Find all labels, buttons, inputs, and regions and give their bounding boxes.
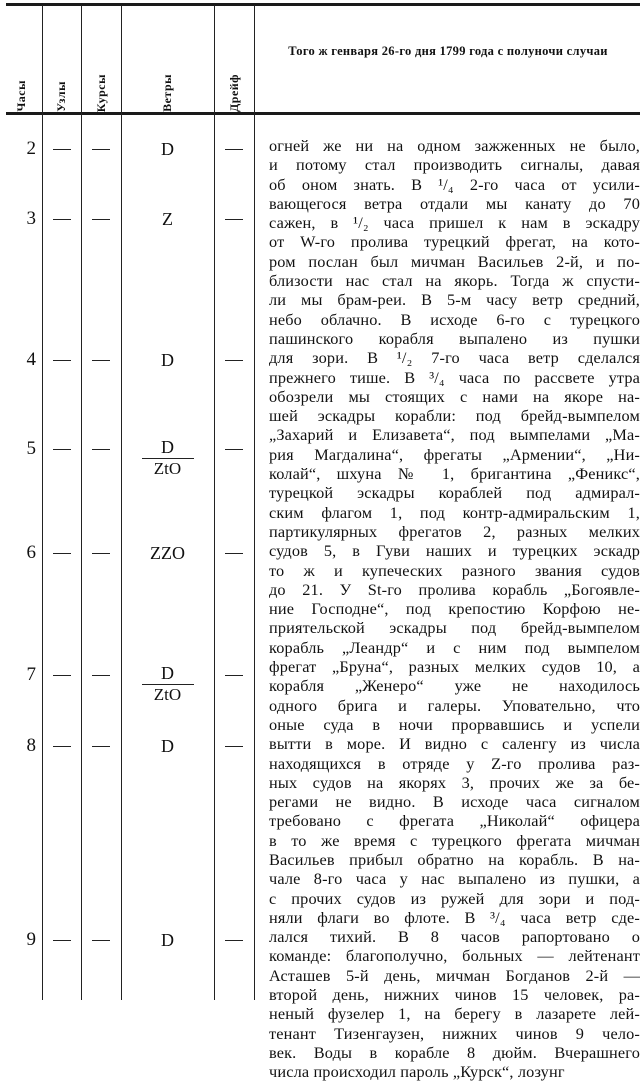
header-drift (214, 6, 254, 112)
narrative-line: ским флагом 1, под контр-адмиральским 1, (269, 502, 640, 522)
course-dash (92, 746, 110, 747)
header-knots (42, 6, 81, 112)
narrative-line: одного брига и галеры. Уповательно, что (269, 695, 640, 715)
knots-dash (53, 449, 71, 450)
narrative-line: неный фузелер 1, на берегу в лазарете лей- (269, 1004, 640, 1024)
table-row (0, 662, 254, 704)
narrative-line: близости нас стал на якорь. Тогда ж спусти- (269, 271, 640, 291)
narrative-line: регами не видно. В исходе часа сигналом (269, 792, 640, 812)
narrative-line: партикулярных фрегатов 2, разных мелких (269, 521, 640, 541)
narrative-line: „Захарий и Елизавета“, под вымпелами „Ма- (269, 425, 640, 445)
narrative-line: ние Господне“, под крепостию Корфою не- (269, 599, 640, 619)
narrative-line: рия Магдалина“, фрегаты „Армении“, „Ни- (269, 444, 640, 464)
hour-cell: 6 (26, 542, 36, 563)
course-dash (92, 149, 110, 150)
header-courses (81, 6, 121, 112)
hour-cell: 8 (26, 735, 36, 756)
knots-dash (53, 553, 71, 554)
hour-cell: 2 (26, 138, 36, 159)
narrative-line: фрегат „Бруна“, разных мелких судов 10, а (269, 657, 640, 677)
header-knots-label: Узлы (54, 81, 68, 112)
header-hours-label: Часы (13, 80, 28, 112)
wind-cell: D (161, 736, 174, 756)
narrative-line: для зори. В ¹/₂ 7-го часа ветр сделался (269, 348, 640, 368)
knots-dash (53, 746, 71, 747)
narrative-line: небо облачно. В исходе 6-го с турецкого (269, 309, 640, 329)
knots-dash (53, 675, 71, 676)
narrative-line: корабль „Леандр“ и с ним под вымпелом (269, 637, 640, 657)
hour-cell: 5 (26, 438, 36, 459)
narrative-line: чале 8-го часа у нас выпалено из пушки, а (269, 869, 640, 889)
wind-cell: D (161, 139, 174, 159)
narrative-line: от W-го пролива турецкий фрегат, на кото- (269, 232, 640, 252)
header-drift-label: Дрейф (226, 74, 241, 112)
wind-fraction (121, 662, 214, 705)
wind-below: ZtO (153, 685, 182, 704)
drift-dash (225, 449, 243, 450)
narrative-line: находящихся в отряде у Z-го пролива раз- (269, 753, 640, 773)
header-winds (121, 6, 214, 112)
hour-cell: 9 (26, 929, 36, 950)
knots-dash (53, 219, 71, 220)
header-courses-label: Курсы (93, 73, 108, 112)
narrative-line: и потому стал производить сигналы, давая (269, 155, 640, 175)
narrative-line: шей эскадры корабли: под брейд-вымпелом (269, 406, 640, 426)
header-winds-label: Ветры (160, 74, 174, 112)
narrative-line: лался тихий. В 8 часов рапортовано о (269, 927, 640, 947)
drift-dash (225, 746, 243, 747)
narrative-line: числа происходил пароль „Курск“, лозунг (269, 1062, 565, 1082)
narrative-title: Того ж генваря 26-го дня 1799 года с полуночи случаи (288, 44, 608, 58)
narrative-text (269, 136, 640, 1082)
header-bottom-rule (6, 112, 640, 115)
wind-cell: D (161, 930, 174, 950)
narrative-line: няли флаги во флоте. В ³/₄ часа ветр сде- (269, 907, 640, 927)
knots-dash (53, 940, 71, 941)
table-row (0, 206, 254, 232)
narrative-line: судов 5, в Гуви наших и турецких эскадр (269, 541, 640, 561)
hour-cell: 7 (26, 664, 36, 685)
narrative-line: второй день, нижних чинов 15 человек, ра- (269, 985, 640, 1005)
table-row (0, 733, 254, 759)
wind-above: D (161, 663, 174, 683)
course-dash (92, 940, 110, 941)
narrative-line: Асташев 5-й день, мичман Богданов 2-й — (269, 965, 640, 985)
course-dash (92, 553, 110, 554)
knots-dash (53, 149, 71, 150)
narrative-line: Васильев прибыл обратно на корабль. В на- (269, 849, 640, 869)
column-divider (254, 5, 255, 1000)
drift-dash (225, 553, 243, 554)
narrative-line: турецкой эскадры кораблей под адмирал- (269, 483, 640, 503)
hour-cell: 4 (26, 349, 36, 370)
narrative-line: команде: благополучно, больных — лейтенант (269, 946, 640, 966)
narrative-line: корабля „Женеро“ уже не находилось (269, 676, 640, 696)
wind-cell: ZZO (150, 543, 185, 563)
wind-fraction (121, 436, 214, 479)
drift-dash (225, 360, 243, 361)
drift-dash (225, 940, 243, 941)
table-row (0, 540, 254, 566)
narrative-line: вытти в море. И видно с саленгу из числа (269, 734, 640, 754)
narrative-line: обозрели мы стоящих с нами на якоре на- (269, 386, 640, 406)
narrative-line: требовано с фрегата „Николай“ офицера (269, 811, 640, 831)
narrative-line: ных судов на якорях 3, прочих же за бе- (269, 772, 640, 792)
wind-above: D (161, 437, 174, 457)
wind-below: ZtO (153, 459, 182, 478)
narrative-line: вающегося ветра отдали мы канату до 70 (269, 193, 640, 213)
narrative-line: об оном знать. В ¹/₄ 2-го часа от усили- (269, 174, 640, 194)
narrative-line: тенант Тизенгаузен, нижних чинов 9 чело- (269, 1023, 640, 1043)
narrative-line: оные суда в ночи прорвавшись и успели (269, 714, 640, 734)
table-row (0, 347, 254, 373)
wind-cell: Z (162, 209, 173, 229)
narrative-line: колай“, шхуна № 1, бригантина „Феникс“, (269, 464, 640, 484)
hour-cell: 3 (26, 208, 36, 229)
table-row (0, 136, 254, 162)
narrative-line: пашинского корабля выпалено из пушки (269, 328, 640, 348)
narrative-line: в то же время с турецкого фрегата мичман (269, 830, 640, 850)
narrative-line: ром послан был мичман Васильев 2-й, и по- (269, 251, 640, 271)
course-dash (92, 675, 110, 676)
narrative-line: приятельской эскадры под брейд-вымпелом (269, 618, 640, 638)
course-dash (92, 449, 110, 450)
narrative-line: прежнего тише. В ³/₄ часа по рассвете утра (269, 367, 640, 387)
narrative-line: сажен, в ¹/₂ часа пришел к нам в эскадру (269, 213, 640, 233)
narrative-line: век. Воды в корабле 8 дюйм. Вчерашнего (269, 1042, 640, 1062)
header-hours (0, 6, 42, 112)
drift-dash (225, 149, 243, 150)
wind-cell: D (161, 350, 174, 370)
narrative-line: ли мы брам-реи. В 5-м часу ветр средний, (269, 290, 640, 310)
drift-dash (225, 675, 243, 676)
knots-dash (53, 360, 71, 361)
narrative-line: огней же ни на одном зажженных не было, (269, 136, 640, 155)
narrative-line: то ж и купеческих разного звания судов (269, 560, 640, 580)
narrative-line: с прочих судов из ружей для зори и под- (269, 888, 640, 908)
course-dash (92, 219, 110, 220)
course-dash (92, 360, 110, 361)
table-row (0, 927, 254, 953)
narrative-line: до 21. У St-го пролива корабль „Богоявле- (269, 579, 640, 599)
drift-dash (225, 219, 243, 220)
table-row (0, 436, 254, 478)
